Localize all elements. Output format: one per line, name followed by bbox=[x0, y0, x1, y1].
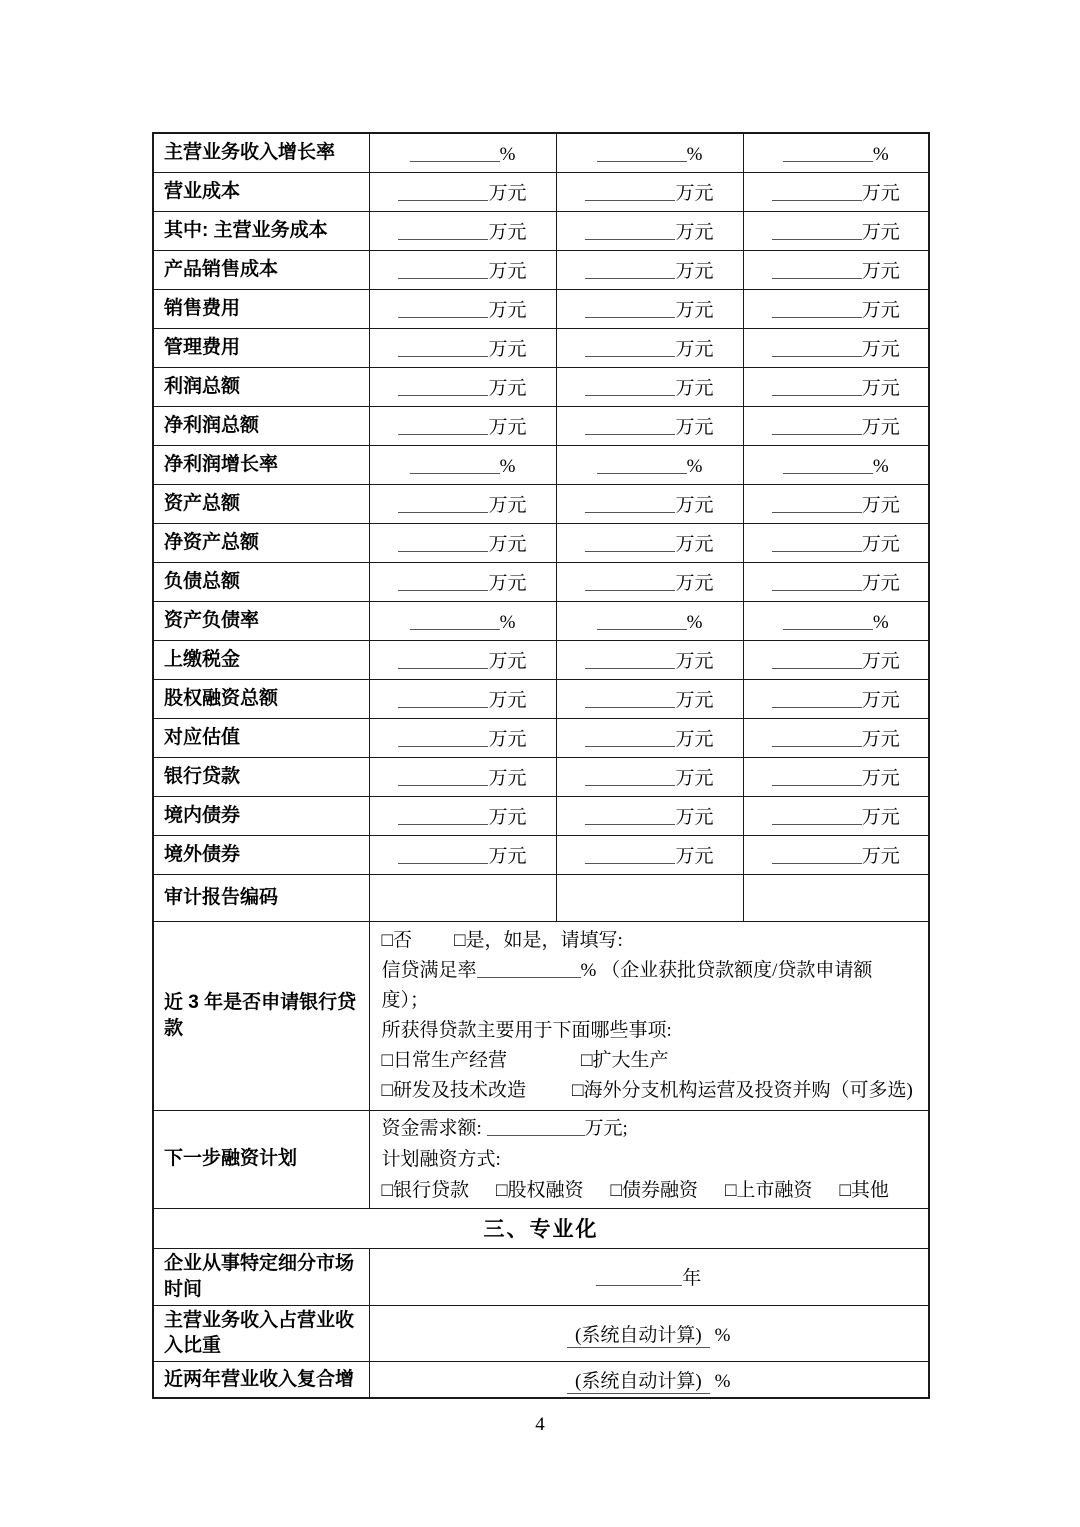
blank-field[interactable] bbox=[585, 259, 675, 279]
auto-calc-value: (系统自动计算) bbox=[567, 1371, 710, 1394]
data-cell-year2[interactable] bbox=[556, 601, 743, 640]
row-label: 近 3 年是否申请银行贷款 bbox=[153, 921, 369, 1110]
checkbox-other[interactable]: □其他 bbox=[839, 1179, 889, 1201]
data-cell-year2[interactable] bbox=[556, 133, 743, 172]
blank-field[interactable] bbox=[410, 610, 500, 630]
unit-label: % bbox=[499, 455, 516, 477]
unit-label: 万元 bbox=[675, 807, 714, 828]
unit-label: 万元 bbox=[488, 300, 527, 321]
next-financing-row bbox=[153, 1110, 929, 1208]
blank-field[interactable] bbox=[772, 259, 862, 279]
blank-field[interactable] bbox=[398, 571, 488, 591]
row-label: 主营业务收入增长率 bbox=[153, 133, 369, 172]
blank-field[interactable] bbox=[772, 766, 862, 786]
checkbox-bond-financing[interactable]: □债券融资 bbox=[610, 1179, 698, 1201]
data-cell-year3[interactable] bbox=[743, 601, 929, 640]
credit-rate-prefix: 信贷满足率 bbox=[381, 959, 477, 981]
blank-field[interactable] bbox=[585, 766, 675, 786]
unit-label: 万元 bbox=[488, 807, 527, 828]
data-cell-year1[interactable] bbox=[369, 445, 556, 484]
row-label: 主营业务收入占营业收入比重 bbox=[153, 1305, 369, 1361]
blank-field[interactable] bbox=[398, 181, 488, 201]
blank-field[interactable] bbox=[585, 805, 675, 825]
blank-field[interactable] bbox=[585, 649, 675, 669]
blank-field[interactable] bbox=[783, 610, 873, 630]
checkbox-overseas-branch-ma[interactable]: □海外分支机构运营及投资并购（可多选) bbox=[571, 1079, 913, 1101]
unit-label: 万元 bbox=[488, 846, 527, 867]
data-cell-year3[interactable] bbox=[743, 562, 929, 601]
financial-row bbox=[153, 133, 929, 172]
blank-field[interactable] bbox=[772, 571, 862, 591]
unit-label: 万元 bbox=[861, 417, 900, 438]
blank-field[interactable] bbox=[585, 376, 675, 396]
data-cell-year2[interactable] bbox=[556, 328, 743, 367]
unit-label: 万元 bbox=[861, 495, 900, 516]
blank-field[interactable] bbox=[585, 181, 675, 201]
row-label: 利润总额 bbox=[153, 367, 369, 406]
data-cell-year1[interactable] bbox=[369, 757, 556, 796]
loan-usage-options-row2 bbox=[382, 1076, 919, 1106]
data-cell-year3[interactable] bbox=[743, 406, 929, 445]
funding-amount-prefix: 资金需求额: bbox=[381, 1117, 487, 1139]
row-label: 资产负债率 bbox=[153, 601, 369, 640]
blank-field[interactable] bbox=[585, 220, 675, 240]
section-title: 三、专业化 bbox=[153, 1208, 929, 1248]
row-label: 管理费用 bbox=[153, 328, 369, 367]
blank-field[interactable] bbox=[398, 766, 488, 786]
data-cell-year3[interactable] bbox=[743, 367, 929, 406]
funding-amount-blank[interactable] bbox=[487, 1116, 585, 1136]
checkbox-no[interactable]: □否 bbox=[381, 929, 412, 951]
unit-label: 万元 bbox=[675, 690, 714, 711]
unit-label: 万元 bbox=[861, 183, 900, 204]
financial-row bbox=[153, 523, 929, 562]
blank-field[interactable] bbox=[772, 844, 862, 864]
blank-field[interactable] bbox=[772, 220, 862, 240]
checkbox-daily-operations[interactable]: □日常生产经营 bbox=[381, 1049, 507, 1071]
blank-field[interactable] bbox=[783, 454, 873, 474]
row-label: 销售费用 bbox=[153, 289, 369, 328]
financial-row bbox=[153, 445, 929, 484]
financing-method-intro: 计划融资方式: bbox=[381, 1148, 501, 1170]
blank-field[interactable] bbox=[585, 493, 675, 513]
blank-field[interactable] bbox=[585, 844, 675, 864]
data-cell-year3[interactable] bbox=[743, 211, 929, 250]
specialization-row-cagr bbox=[153, 1361, 929, 1398]
data-cell-year3[interactable] bbox=[743, 640, 929, 679]
unit-label: 万元 bbox=[675, 183, 714, 204]
market-time-cell[interactable] bbox=[369, 1248, 929, 1305]
unit-label: 万元 bbox=[488, 183, 527, 204]
unit-label: % bbox=[872, 455, 889, 477]
blank-field[interactable] bbox=[772, 376, 862, 396]
financial-row bbox=[153, 757, 929, 796]
data-cell-year1[interactable] bbox=[369, 406, 556, 445]
data-cell-year2[interactable] bbox=[556, 367, 743, 406]
cagr-cell bbox=[369, 1361, 929, 1398]
specialization-row-revenue-share bbox=[153, 1305, 929, 1361]
row-label: 境内债券 bbox=[153, 796, 369, 835]
form-table bbox=[152, 132, 930, 1399]
blank-field[interactable] bbox=[772, 532, 862, 552]
data-cell-year1[interactable] bbox=[369, 133, 556, 172]
unit-label: % bbox=[872, 611, 889, 633]
blank-field[interactable] bbox=[398, 805, 488, 825]
data-cell-year2[interactable] bbox=[556, 406, 743, 445]
data-cell-year1[interactable] bbox=[369, 328, 556, 367]
blank-field[interactable] bbox=[772, 805, 862, 825]
unit-label: 万元 bbox=[861, 807, 900, 828]
unit-label: 万元 bbox=[861, 534, 900, 555]
unit-label: % bbox=[686, 455, 703, 477]
blank-field[interactable] bbox=[585, 337, 675, 357]
unit-label: 万元 bbox=[861, 729, 900, 750]
row-label: 上缴税金 bbox=[153, 640, 369, 679]
unit-label: 万元 bbox=[488, 222, 527, 243]
market-time-suffix: 年 bbox=[682, 1268, 702, 1289]
row-label: 银行贷款 bbox=[153, 757, 369, 796]
unit-label: 万元 bbox=[861, 378, 900, 399]
market-time-blank[interactable] bbox=[596, 1266, 682, 1286]
blank-field[interactable] bbox=[398, 259, 488, 279]
financial-row bbox=[153, 718, 929, 757]
blank-field[interactable] bbox=[597, 454, 687, 474]
audit-report-row bbox=[153, 874, 929, 921]
blank-field[interactable] bbox=[585, 688, 675, 708]
unit-label: 万元 bbox=[861, 690, 900, 711]
blank-field[interactable] bbox=[772, 688, 862, 708]
unit-label: 万元 bbox=[488, 339, 527, 360]
financial-row bbox=[153, 679, 929, 718]
unit-label: 万元 bbox=[488, 651, 527, 672]
financial-row bbox=[153, 406, 929, 445]
bank-loan-row bbox=[153, 921, 929, 1110]
blank-field[interactable] bbox=[585, 571, 675, 591]
checkbox-expand-production[interactable]: □扩大生产 bbox=[580, 1049, 669, 1071]
data-cell-year3[interactable] bbox=[743, 835, 929, 874]
checkbox-bank-loan[interactable]: □银行贷款 bbox=[381, 1179, 469, 1201]
data-cell-year1[interactable] bbox=[369, 640, 556, 679]
unit-label: 万元 bbox=[675, 495, 714, 516]
data-cell-year2[interactable] bbox=[556, 718, 743, 757]
data-cell-year3[interactable] bbox=[743, 328, 929, 367]
data-cell-year2[interactable] bbox=[556, 640, 743, 679]
financial-row bbox=[153, 289, 929, 328]
blank-field[interactable] bbox=[398, 688, 488, 708]
blank-field[interactable] bbox=[410, 142, 500, 162]
unit-label: 万元 bbox=[675, 573, 714, 594]
data-cell-year2[interactable] bbox=[556, 679, 743, 718]
unit-label: 万元 bbox=[861, 573, 900, 594]
row-label: 对应估值 bbox=[153, 718, 369, 757]
data-cell-year3[interactable] bbox=[743, 796, 929, 835]
data-cell-year1[interactable] bbox=[369, 562, 556, 601]
credit-rate-suffix: % （企业获批贷款额度/贷款申请额度）； bbox=[381, 959, 873, 1011]
row-label: 股权融资总额 bbox=[153, 679, 369, 718]
blank-field[interactable] bbox=[772, 181, 862, 201]
data-cell-year1[interactable] bbox=[369, 679, 556, 718]
financial-row bbox=[153, 484, 929, 523]
unit-label: 万元 bbox=[488, 768, 527, 789]
data-cell-year3[interactable] bbox=[743, 445, 929, 484]
unit-label: 万元 bbox=[675, 768, 714, 789]
data-cell-year2[interactable] bbox=[556, 172, 743, 211]
financial-row bbox=[153, 562, 929, 601]
row-label: 近两年营业收入复合增 bbox=[153, 1361, 369, 1398]
checkbox-rd-tech-upgrade[interactable]: □研发及技术改造 bbox=[381, 1079, 526, 1101]
audit-cell-year2[interactable] bbox=[556, 874, 743, 921]
blank-field[interactable] bbox=[597, 142, 687, 162]
data-cell-year1[interactable] bbox=[369, 367, 556, 406]
blank-field[interactable] bbox=[398, 493, 488, 513]
blank-field[interactable] bbox=[398, 649, 488, 669]
financial-row bbox=[153, 328, 929, 367]
unit-label: 万元 bbox=[488, 417, 527, 438]
blank-field[interactable] bbox=[398, 844, 488, 864]
unit-label: 万元 bbox=[861, 339, 900, 360]
unit-label: 万元 bbox=[861, 261, 900, 282]
data-cell-year3[interactable] bbox=[743, 679, 929, 718]
unit-label: % bbox=[499, 611, 516, 633]
row-label: 负债总额 bbox=[153, 562, 369, 601]
credit-rate-blank[interactable] bbox=[477, 958, 581, 978]
blank-field[interactable] bbox=[772, 415, 862, 435]
data-cell-year2[interactable] bbox=[556, 796, 743, 835]
audit-cell-year1[interactable] bbox=[369, 874, 556, 921]
data-cell-year3[interactable] bbox=[743, 133, 929, 172]
blank-field[interactable] bbox=[398, 376, 488, 396]
specialization-row-market-time bbox=[153, 1248, 929, 1305]
unit-label: % bbox=[686, 611, 703, 633]
blank-field[interactable] bbox=[398, 727, 488, 747]
blank-field[interactable] bbox=[398, 532, 488, 552]
financial-row bbox=[153, 835, 929, 874]
row-label: 资产总额 bbox=[153, 484, 369, 523]
data-cell-year2[interactable] bbox=[556, 445, 743, 484]
unit-label: 万元 bbox=[488, 729, 527, 750]
blank-field[interactable] bbox=[772, 298, 862, 318]
blank-field[interactable] bbox=[783, 142, 873, 162]
auto-calc-value: (系统自动计算) bbox=[567, 1325, 710, 1348]
data-cell-year1[interactable] bbox=[369, 484, 556, 523]
data-cell-year2[interactable] bbox=[556, 484, 743, 523]
blank-field[interactable] bbox=[398, 220, 488, 240]
data-cell-year2[interactable] bbox=[556, 289, 743, 328]
blank-field[interactable] bbox=[398, 415, 488, 435]
data-cell-year3[interactable] bbox=[743, 250, 929, 289]
data-cell-year3[interactable] bbox=[743, 172, 929, 211]
financial-row bbox=[153, 640, 929, 679]
row-label: 下一步融资计划 bbox=[153, 1110, 369, 1208]
data-cell-year2[interactable] bbox=[556, 835, 743, 874]
unit-label: 万元 bbox=[488, 690, 527, 711]
data-cell-year1[interactable] bbox=[369, 796, 556, 835]
row-label: 企业从事特定细分市场时间 bbox=[153, 1248, 369, 1305]
data-cell-year2[interactable] bbox=[556, 211, 743, 250]
unit-label: % bbox=[872, 143, 889, 165]
blank-field[interactable] bbox=[585, 415, 675, 435]
percent-suffix: % bbox=[714, 1371, 731, 1393]
data-cell-year1[interactable] bbox=[369, 250, 556, 289]
page-number: 4 bbox=[535, 1414, 545, 1435]
unit-label: 万元 bbox=[861, 846, 900, 867]
revenue-share-cell bbox=[369, 1305, 929, 1361]
blank-field[interactable] bbox=[398, 337, 488, 357]
bank-loan-content bbox=[369, 921, 929, 1110]
financing-method-options bbox=[382, 1175, 919, 1206]
financial-row bbox=[153, 601, 929, 640]
unit-label: 万元 bbox=[675, 339, 714, 360]
unit-label: 万元 bbox=[488, 495, 527, 516]
row-label: 净资产总额 bbox=[153, 523, 369, 562]
percent-suffix: % bbox=[714, 1324, 731, 1346]
unit-label: 万元 bbox=[675, 651, 714, 672]
data-cell-year1[interactable] bbox=[369, 172, 556, 211]
blank-field[interactable] bbox=[772, 337, 862, 357]
section-header-row bbox=[153, 1208, 929, 1248]
unit-label: 万元 bbox=[861, 222, 900, 243]
blank-field[interactable] bbox=[585, 298, 675, 318]
data-cell-year3[interactable] bbox=[743, 757, 929, 796]
financial-row bbox=[153, 250, 929, 289]
unit-label: 万元 bbox=[675, 729, 714, 750]
unit-label: 万元 bbox=[488, 261, 527, 282]
row-label: 产品销售成本 bbox=[153, 250, 369, 289]
unit-label: 万元 bbox=[675, 846, 714, 867]
checkbox-yes[interactable]: □是，如是，请填写: bbox=[453, 929, 623, 951]
blank-field[interactable] bbox=[772, 493, 862, 513]
blank-field[interactable] bbox=[772, 727, 862, 747]
row-label: 营业成本 bbox=[153, 172, 369, 211]
unit-label: 万元 bbox=[675, 534, 714, 555]
data-cell-year3[interactable] bbox=[743, 718, 929, 757]
data-cell-year3[interactable] bbox=[743, 289, 929, 328]
unit-label: 万元 bbox=[488, 378, 527, 399]
blank-field[interactable] bbox=[585, 532, 675, 552]
blank-field[interactable] bbox=[398, 298, 488, 318]
funding-amount-line bbox=[382, 1113, 919, 1144]
loan-usage-intro: 所获得贷款主要用于下面哪些事项: bbox=[381, 1019, 672, 1041]
data-cell-year1[interactable] bbox=[369, 289, 556, 328]
next-financing-content bbox=[369, 1110, 929, 1208]
data-cell-year2[interactable] bbox=[556, 523, 743, 562]
financial-row bbox=[153, 211, 929, 250]
blank-field[interactable] bbox=[772, 649, 862, 669]
unit-label: 万元 bbox=[675, 261, 714, 282]
data-cell-year3[interactable] bbox=[743, 523, 929, 562]
unit-label: 万元 bbox=[675, 222, 714, 243]
data-cell-year2[interactable] bbox=[556, 757, 743, 796]
data-cell-year1[interactable] bbox=[369, 211, 556, 250]
unit-label: % bbox=[499, 143, 516, 165]
unit-label: 万元 bbox=[861, 651, 900, 672]
unit-label: 万元 bbox=[675, 300, 714, 321]
row-label: 净利润总额 bbox=[153, 406, 369, 445]
unit-label: % bbox=[686, 143, 703, 165]
funding-amount-suffix: 万元; bbox=[584, 1117, 628, 1139]
checkbox-listing-financing[interactable]: □上市融资 bbox=[724, 1179, 813, 1201]
blank-field[interactable] bbox=[585, 727, 675, 747]
unit-label: 万元 bbox=[861, 300, 900, 321]
data-cell-year1[interactable] bbox=[369, 718, 556, 757]
row-label: 其中: 主营业务成本 bbox=[153, 211, 369, 250]
unit-label: 万元 bbox=[675, 417, 714, 438]
financial-row bbox=[153, 796, 929, 835]
data-cell-year3[interactable] bbox=[743, 484, 929, 523]
financial-rows-body bbox=[153, 133, 929, 874]
unit-label: 万元 bbox=[488, 534, 527, 555]
data-cell-year1[interactable] bbox=[369, 601, 556, 640]
checkbox-equity-financing[interactable]: □股权融资 bbox=[495, 1179, 584, 1201]
unit-label: 万元 bbox=[861, 768, 900, 789]
data-cell-year2[interactable] bbox=[556, 562, 743, 601]
financial-row bbox=[153, 172, 929, 211]
audit-cell-year3[interactable] bbox=[743, 874, 929, 921]
blank-field[interactable] bbox=[410, 454, 500, 474]
yes-no-options bbox=[382, 926, 919, 956]
loan-usage-options-row1 bbox=[382, 1046, 919, 1076]
row-label: 境外债券 bbox=[153, 835, 369, 874]
row-label: 审计报告编码 bbox=[153, 874, 369, 921]
data-cell-year1[interactable] bbox=[369, 523, 556, 562]
credit-rate-line bbox=[382, 956, 919, 1016]
financial-row bbox=[153, 367, 929, 406]
unit-label: 万元 bbox=[675, 378, 714, 399]
data-cell-year2[interactable] bbox=[556, 250, 743, 289]
row-label: 净利润增长率 bbox=[153, 445, 369, 484]
blank-field[interactable] bbox=[597, 610, 687, 630]
unit-label: 万元 bbox=[488, 573, 527, 594]
data-cell-year1[interactable] bbox=[369, 835, 556, 874]
